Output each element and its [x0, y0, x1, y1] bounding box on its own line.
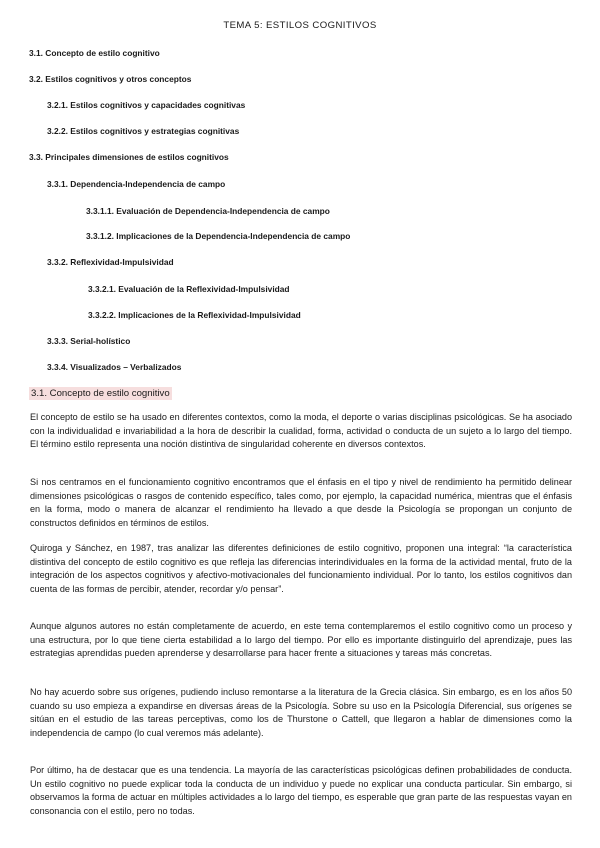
toc-item: 3.3. Principales dimensiones de estilos cognitivos — [29, 152, 229, 162]
toc-item: 3.3.1.1. Evaluación de Dependencia-Independencia de campo — [86, 206, 330, 216]
toc-item: 3.2.1. Estilos cognitivos y capacidades cognitivas — [47, 100, 246, 110]
toc-item: 3.3.3. Serial-holístico — [47, 336, 131, 346]
toc-item: 3.2.2. Estilos cognitivos y estrategias cognitivas — [47, 126, 240, 136]
toc-item: 3.3.1. Dependencia-Independencia de campo — [47, 179, 226, 189]
toc-item: 3.2. Estilos cognitivos y otros conceptos — [29, 74, 192, 84]
toc-item: 3.3.4. Visualizados – Verbalizados — [47, 362, 182, 372]
toc-item: 3.3.1.2. Implicaciones de la Dependencia-Independencia de campo — [86, 231, 351, 241]
section-heading: 3.1. Concepto de estilo cognitivo — [31, 388, 170, 399]
toc-item: 3.3.2.1. Evaluación de la Reflexividad-Impulsividad — [88, 284, 290, 294]
paragraph: Por último, ha de destacar que es una tendencia. La mayoría de las características psicológicas definen probabilidades de conducta. Un estilo cognitivo no puede explicar toda la conducta de un individuo y puede no explicar una conducta particular. Sin embargo, si observamos la forma de actuar en múltiples actividades a lo largo del tiempo, es esperable que gran parte de las respuestas vayan en consonancia con el estilo, pero no todas. — [30, 765, 572, 816]
toc-item: 3.3.2. Reflexividad-Impulsividad — [47, 257, 174, 267]
page-title: TEMA 5: ESTILOS COGNITIVOS — [223, 20, 377, 31]
paragraph: El concepto de estilo se ha usado en diferentes contextos, como la moda, el deporte o varias disciplinas psicológicas. Se ha asociado con la individualidad e invariabilidad a la hora de describir la cualidad, forma, actividad o conducta de un sujeto a lo largo del tiempo. El término estilo representa una noción distintiva de singularidad coherente en diversos contextos. — [30, 412, 572, 450]
paragraph: No hay acuerdo sobre sus orígenes, pudiendo incluso remontarse a la literatura de la Grecia clásica. Sin embargo, es en los años 50 cuando su uso empieza a expandirse en diversas áreas de la Psicología. Sobre su uso en la Psicología Diferencial, sus orígenes se sitúan en el estudio de las tareas perceptivas, como los de Thurstone o Cattell, que llegaron a hablar de dimensiones como la independencia de campo (lo cual veremos más adelante). — [30, 687, 572, 738]
paragraph: Aunque algunos autores no están completamente de acuerdo, en este tema contemplaremos el estilo cognitivo como un proceso y una estructura, por lo que tiene cierta estabilidad a lo largo del tiempo. Por ello es importante distinguirlo del aprendizaje, pues las estrategias aprendidas pueden aprenderse y desarrollarse para hacer frente a situaciones y tareas más concretas. — [30, 621, 572, 659]
toc-item: 3.3.2.2. Implicaciones de la Reflexividad-Impulsividad — [88, 310, 301, 320]
paragraph: Quiroga y Sánchez, en 1987, tras analizar las diferentes definiciones de estilo cognitivo, proponen una integral: “la característica distintiva del concepto de estilo cognitivo es que refleja las diferencias interindividuales en la forma de la actividad mental, fruto de la integración de los aspectos cognitivos y afectivo-motivacionales del funcionamiento individual. Por lo tanto, los estilos cognitivos dan cuenta de las formas de percibir, atender, recordar y/o pensar”. — [30, 543, 572, 594]
toc-item: 3.1. Concepto de estilo cognitivo — [29, 48, 160, 58]
paragraph: Si nos centramos en el funcionamiento cognitivo encontramos que el énfasis en el tipo y nivel de rendimiento ha permitido delinear dimensiones psicológicas o rasgos de contenido específico, tales como, por ejemplo, la capacidad numérica, mientras que el énfasis en la forma, modo o manera de alcanzar el rendimiento ha llevado a que desde la Psicología se propongan un conjunto de constructos definidos en términos de estilos. — [30, 477, 572, 528]
